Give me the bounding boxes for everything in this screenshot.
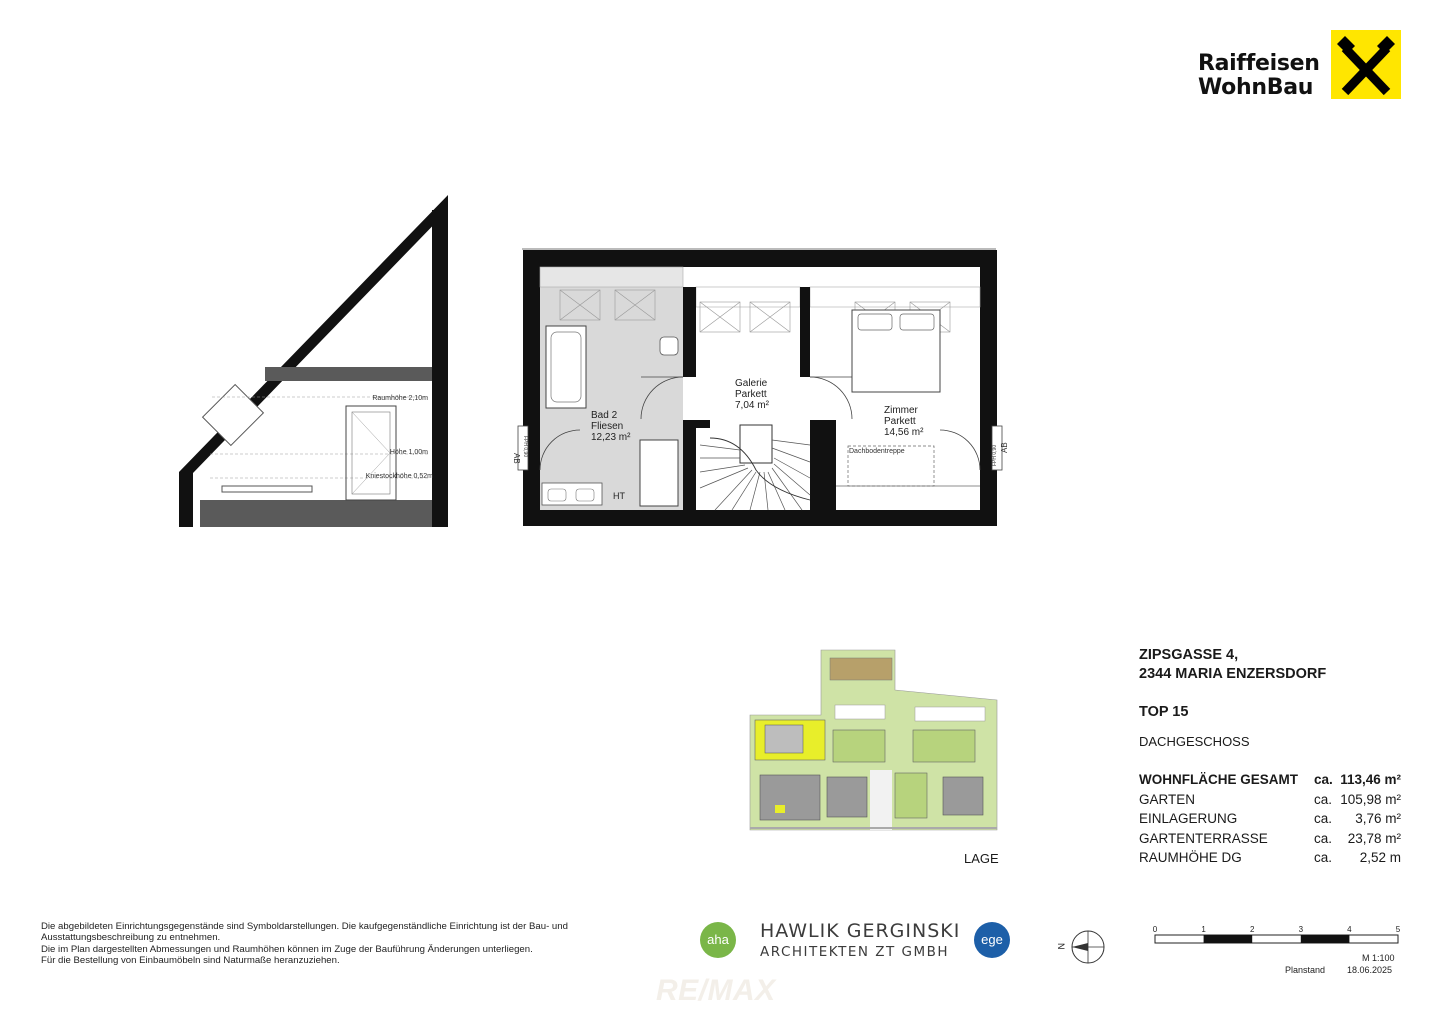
area-table (1139, 772, 1401, 870)
fph-left-label: FPH 0,90 (522, 436, 528, 458)
area-row (1139, 831, 1401, 851)
area-ca: ca. (1314, 830, 1333, 846)
logo-line-1: Raiffeisen (1198, 51, 1320, 76)
ege-logo: ege (974, 922, 1010, 958)
room-bad-floor: Fliesen (591, 421, 624, 432)
room-bad-area: 12,23 m² (591, 432, 631, 443)
area-label: RAUMHÖHE DG (1139, 850, 1242, 865)
north-arrow-icon (1055, 925, 1110, 970)
area-ca: ca. (1314, 811, 1333, 826)
area-row (1139, 850, 1401, 870)
area-label: EINLAGERUNG (1139, 811, 1238, 826)
scale-tick: 0 (1152, 925, 1158, 934)
area-value: 23,78 m² (1347, 830, 1401, 846)
scale-ratio: M 1:100 (1362, 953, 1395, 963)
area-label: GARTEN (1139, 791, 1196, 807)
scale-tick: 2 (1249, 925, 1255, 934)
disclaimer-line: Für die Bestellung von Einbaumöbeln sind Naturmaße heranzuziehen. (41, 955, 340, 967)
area-label: WOHNFLÄCHE GESAMT (1139, 772, 1298, 787)
address-block (1139, 646, 1326, 684)
room-zimmer-floor: Parkett (884, 416, 916, 427)
raiffeisen-logo-text (1198, 52, 1320, 100)
disclaimer-line: Ausstattungsbeschreibung zu entnehmen. (41, 932, 221, 944)
area-ca: ca. (1314, 791, 1333, 807)
architect-subtitle: ARCHITEKTEN ZT GMBH (760, 944, 950, 960)
section-raumhoehe-label: Raumhöhe 2,10m (372, 395, 428, 402)
unit-title: TOP 15 (1139, 704, 1189, 720)
lage-label: LAGE (964, 851, 999, 866)
address-line-1: ZIPSGASSE 4, (1139, 647, 1239, 663)
address-line-2: 2344 MARIA ENZERSDORF (1139, 666, 1327, 682)
planstand-date: 18.06.2025 (1347, 965, 1393, 975)
floor-plan (510, 240, 1010, 540)
scale-tick: 4 (1347, 925, 1352, 934)
ab-right-label: AB (1000, 442, 1009, 453)
section-hoehe-label: Höhe 1,00m (389, 449, 428, 456)
disclaimer (41, 921, 631, 967)
planstand-label: Planstand (1285, 965, 1326, 975)
aha-logo: aha (700, 922, 736, 958)
north-label: N (1056, 943, 1066, 950)
area-row (1139, 792, 1401, 812)
area-label: GARTENTERRASSE (1139, 830, 1268, 846)
room-bad-name: Bad 2 (591, 410, 618, 421)
area-value: 2,52 m (1359, 850, 1401, 865)
scale-tick: 1 (1201, 925, 1206, 934)
area-value: 105,98 m² (1340, 791, 1401, 807)
room-galerie-area: 7,04 m² (735, 400, 769, 411)
site-plan (745, 645, 1007, 835)
section-kniestock-label: Kniestockhöhe 0,52m (365, 473, 433, 480)
area-row (1139, 772, 1401, 792)
scale-tick: 3 (1298, 925, 1304, 934)
area-value: 3,76 m² (1355, 811, 1401, 826)
area-ca: ca. (1314, 772, 1333, 787)
room-galerie-name: Galerie (735, 378, 768, 389)
room-galerie-floor: Parkett (735, 389, 767, 400)
section-drawing (170, 190, 460, 535)
room-zimmer-name: Zimmer (884, 405, 918, 416)
scale-tick: 5 (1395, 925, 1401, 934)
scale-bar (1150, 922, 1410, 952)
raiffeisen-logo-icon (1331, 30, 1401, 99)
fph-right-label: FPH 0,90 (992, 444, 998, 466)
logo-line-2: WohnBau (1198, 75, 1314, 100)
architect-name: HAWLIK GERGINSKI (760, 920, 961, 942)
floor-name: DACHGESCHOSS (1139, 734, 1250, 749)
ht-label: HT (613, 491, 625, 501)
area-value: 113,46 m² (1340, 772, 1401, 787)
disclaimer-line: Die abgebildeten Einrichtungsgegenstände sind Symboldarstellungen. Die kaufgegenständliche Einrichtung ist der Bau- und (41, 921, 568, 932)
area-row (1139, 811, 1401, 831)
area-ca: ca. (1314, 850, 1333, 865)
remax-watermark: RE/MAX (656, 974, 776, 1007)
room-zimmer-area: 14,56 m² (884, 427, 924, 438)
dachbodentreppe-label: Dachbodentreppe (849, 448, 905, 455)
disclaimer-line: Die im Plan dargestellten Abmessungen und Raumhöhen können im Zuge der Bauführung Änderungen unterliegen. (41, 943, 533, 955)
ab-left-label: AB (512, 453, 521, 464)
